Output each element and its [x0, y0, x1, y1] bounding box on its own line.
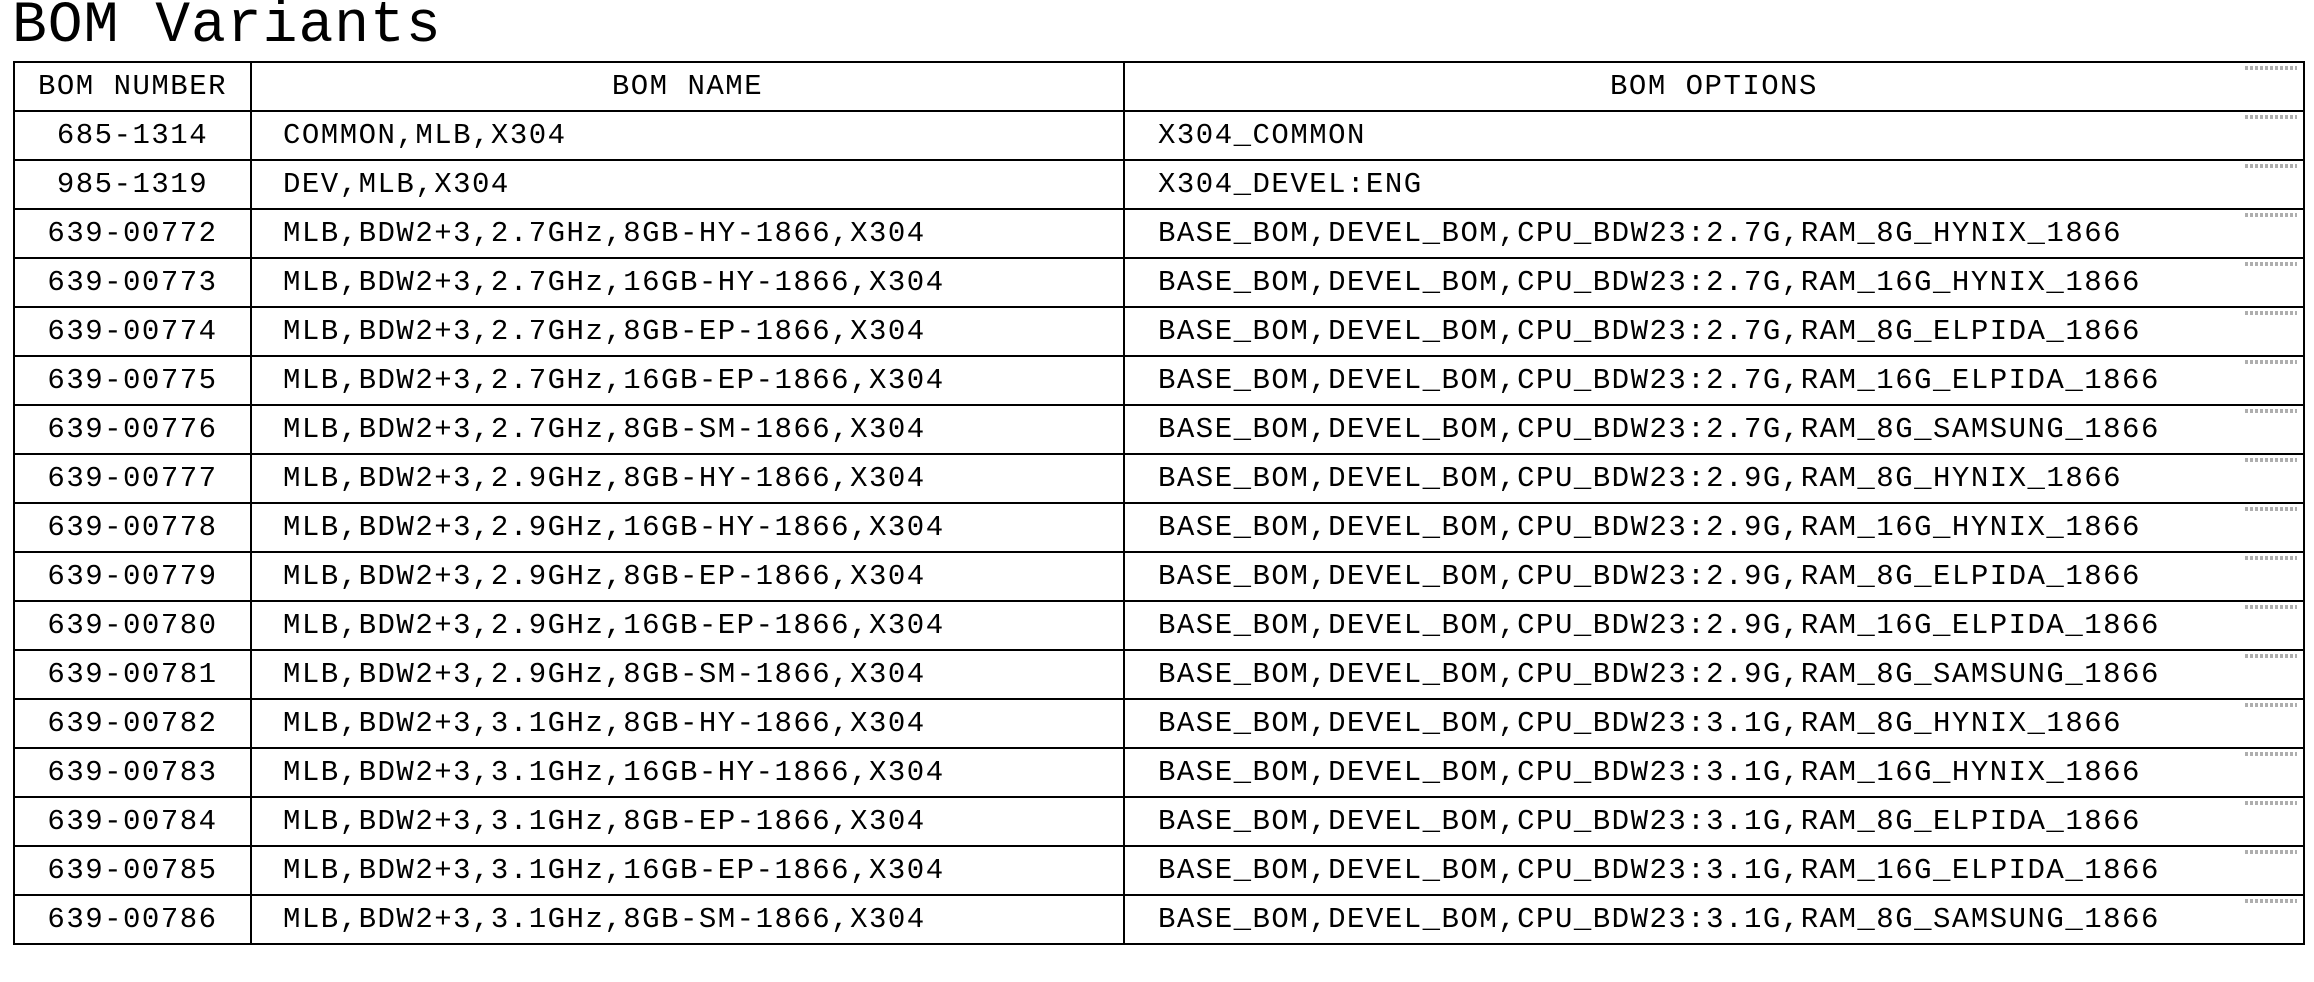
bom-number-cell: 639-00777	[14, 454, 251, 503]
table-row	[14, 895, 2304, 944]
fine-print-mark	[2245, 850, 2297, 854]
table-header-row	[14, 62, 2304, 111]
header-bom-number: BOM NUMBER	[14, 62, 251, 111]
header-bom-options-label: BOM OPTIONS	[1610, 70, 1818, 103]
bom-options-cell	[1124, 405, 2304, 454]
bom-name-cell: MLB,BDW2+3,2.9GHz,16GB-HY-1866,X304	[251, 503, 1124, 552]
table-row	[14, 552, 2304, 601]
bom-number-cell: 639-00779	[14, 552, 251, 601]
bom-number-cell: 639-00776	[14, 405, 251, 454]
bom-options-cell	[1124, 797, 2304, 846]
bom-number-cell: 985-1319	[14, 160, 251, 209]
bom-name-cell: MLB,BDW2+3,2.9GHz,16GB-EP-1866,X304	[251, 601, 1124, 650]
bom-name-cell: MLB,BDW2+3,2.9GHz,8GB-EP-1866,X304	[251, 552, 1124, 601]
bom-options-cell	[1124, 356, 2304, 405]
bom-name-cell: MLB,BDW2+3,3.1GHz,8GB-EP-1866,X304	[251, 797, 1124, 846]
table-row	[14, 650, 2304, 699]
bom-options-text: X304_DEVEL:ENG	[1158, 168, 1423, 201]
fine-print-mark	[2245, 115, 2297, 119]
bom-options-text: BASE_BOM,DEVEL_BOM,CPU_BDW23:2.9G,RAM_8G_SAMSUNG_1866	[1158, 658, 2160, 691]
bom-number-cell: 639-00786	[14, 895, 251, 944]
fine-print-mark	[2245, 801, 2297, 805]
bom-number-cell: 639-00773	[14, 258, 251, 307]
table-row	[14, 209, 2304, 258]
table-row	[14, 748, 2304, 797]
fine-print-mark	[2245, 654, 2297, 658]
bom-options-text: BASE_BOM,DEVEL_BOM,CPU_BDW23:2.9G,RAM_8G_ELPIDA_1866	[1158, 560, 2141, 593]
bom-name-cell: MLB,BDW2+3,2.7GHz,8GB-EP-1866,X304	[251, 307, 1124, 356]
table-row	[14, 258, 2304, 307]
table-row	[14, 797, 2304, 846]
bom-number-cell: 639-00778	[14, 503, 251, 552]
fine-print-mark	[2245, 899, 2297, 903]
bom-options-cell	[1124, 209, 2304, 258]
fine-print-mark	[2245, 752, 2297, 756]
bom-number-cell: 639-00772	[14, 209, 251, 258]
bom-number-cell: 639-00780	[14, 601, 251, 650]
table-row	[14, 454, 2304, 503]
bom-options-text: BASE_BOM,DEVEL_BOM,CPU_BDW23:2.7G,RAM_8G_ELPIDA_1866	[1158, 315, 2141, 348]
bom-options-text: BASE_BOM,DEVEL_BOM,CPU_BDW23:2.9G,RAM_8G_HYNIX_1866	[1158, 462, 2123, 495]
bom-options-cell	[1124, 454, 2304, 503]
header-bom-name: BOM NAME	[251, 62, 1124, 111]
page-title: BOM Variants	[12, 0, 442, 59]
bom-name-cell: MLB,BDW2+3,2.7GHz,16GB-EP-1866,X304	[251, 356, 1124, 405]
bom-name-cell: MLB,BDW2+3,2.7GHz,8GB-HY-1866,X304	[251, 209, 1124, 258]
bom-options-cell	[1124, 650, 2304, 699]
table-row	[14, 503, 2304, 552]
fine-print-mark	[2245, 556, 2297, 560]
fine-print-mark	[2245, 262, 2297, 266]
bom-options-text: BASE_BOM,DEVEL_BOM,CPU_BDW23:2.7G,RAM_16G_HYNIX_1866	[1158, 266, 2141, 299]
bom-options-text: BASE_BOM,DEVEL_BOM,CPU_BDW23:2.7G,RAM_8G_SAMSUNG_1866	[1158, 413, 2160, 446]
table-row	[14, 111, 2304, 160]
bom-name-cell: DEV,MLB,X304	[251, 160, 1124, 209]
bom-options-cell	[1124, 895, 2304, 944]
bom-number-cell: 639-00783	[14, 748, 251, 797]
bom-options-text: BASE_BOM,DEVEL_BOM,CPU_BDW23:3.1G,RAM_8G_HYNIX_1866	[1158, 707, 2123, 740]
bom-name-cell: MLB,BDW2+3,2.7GHz,8GB-SM-1866,X304	[251, 405, 1124, 454]
bom-name-cell: MLB,BDW2+3,3.1GHz,16GB-HY-1866,X304	[251, 748, 1124, 797]
fine-print-mark	[2245, 360, 2297, 364]
bom-options-cell	[1124, 552, 2304, 601]
fine-print-mark	[2245, 458, 2297, 462]
bom-options-text: BASE_BOM,DEVEL_BOM,CPU_BDW23:3.1G,RAM_16G_ELPIDA_1866	[1158, 854, 2160, 887]
bom-options-text: BASE_BOM,DEVEL_BOM,CPU_BDW23:2.9G,RAM_16G_HYNIX_1866	[1158, 511, 2141, 544]
bom-options-text: BASE_BOM,DEVEL_BOM,CPU_BDW23:3.1G,RAM_8G_SAMSUNG_1866	[1158, 903, 2160, 936]
fine-print-mark	[2245, 311, 2297, 315]
table-row	[14, 307, 2304, 356]
bom-options-text: BASE_BOM,DEVEL_BOM,CPU_BDW23:3.1G,RAM_8G_ELPIDA_1866	[1158, 805, 2141, 838]
bom-number-cell: 639-00785	[14, 846, 251, 895]
bom-name-cell: MLB,BDW2+3,2.9GHz,8GB-HY-1866,X304	[251, 454, 1124, 503]
header-bom-options	[1124, 62, 2304, 111]
bom-number-cell: 639-00784	[14, 797, 251, 846]
bom-number-cell: 639-00775	[14, 356, 251, 405]
bom-number-cell: 639-00781	[14, 650, 251, 699]
table-row	[14, 601, 2304, 650]
table-row	[14, 846, 2304, 895]
fine-print-mark	[2245, 164, 2297, 168]
table-row	[14, 699, 2304, 748]
bom-options-cell	[1124, 307, 2304, 356]
bom-options-text: BASE_BOM,DEVEL_BOM,CPU_BDW23:2.7G,RAM_8G_HYNIX_1866	[1158, 217, 2123, 250]
bom-options-cell	[1124, 258, 2304, 307]
table-row	[14, 356, 2304, 405]
fine-print-mark	[2245, 507, 2297, 511]
bom-number-cell: 685-1314	[14, 111, 251, 160]
bom-options-text: X304_COMMON	[1158, 119, 1366, 152]
fine-print-mark	[2245, 605, 2297, 609]
bom-options-cell	[1124, 160, 2304, 209]
bom-name-cell: MLB,BDW2+3,2.9GHz,8GB-SM-1866,X304	[251, 650, 1124, 699]
bom-options-text: BASE_BOM,DEVEL_BOM,CPU_BDW23:3.1G,RAM_16G_HYNIX_1866	[1158, 756, 2141, 789]
bom-number-cell: 639-00782	[14, 699, 251, 748]
bom-options-cell	[1124, 503, 2304, 552]
table-row	[14, 160, 2304, 209]
bom-name-cell: COMMON,MLB,X304	[251, 111, 1124, 160]
bom-options-text: BASE_BOM,DEVEL_BOM,CPU_BDW23:2.7G,RAM_16G_ELPIDA_1866	[1158, 364, 2160, 397]
bom-options-cell	[1124, 111, 2304, 160]
table-body	[14, 111, 2304, 944]
bom-variants-table	[13, 61, 2305, 945]
bom-options-cell	[1124, 601, 2304, 650]
table-row	[14, 405, 2304, 454]
fine-print-mark	[2245, 213, 2297, 217]
fine-print-mark	[2245, 703, 2297, 707]
bom-name-cell: MLB,BDW2+3,2.7GHz,16GB-HY-1866,X304	[251, 258, 1124, 307]
bom-options-cell	[1124, 846, 2304, 895]
bom-name-cell: MLB,BDW2+3,3.1GHz,8GB-HY-1866,X304	[251, 699, 1124, 748]
bom-options-cell	[1124, 699, 2304, 748]
fine-print-mark	[2245, 66, 2297, 70]
bom-options-cell	[1124, 748, 2304, 797]
fine-print-mark	[2245, 409, 2297, 413]
bom-number-cell: 639-00774	[14, 307, 251, 356]
bom-name-cell: MLB,BDW2+3,3.1GHz,16GB-EP-1866,X304	[251, 846, 1124, 895]
bom-name-cell: MLB,BDW2+3,3.1GHz,8GB-SM-1866,X304	[251, 895, 1124, 944]
bom-options-text: BASE_BOM,DEVEL_BOM,CPU_BDW23:2.9G,RAM_16G_ELPIDA_1866	[1158, 609, 2160, 642]
